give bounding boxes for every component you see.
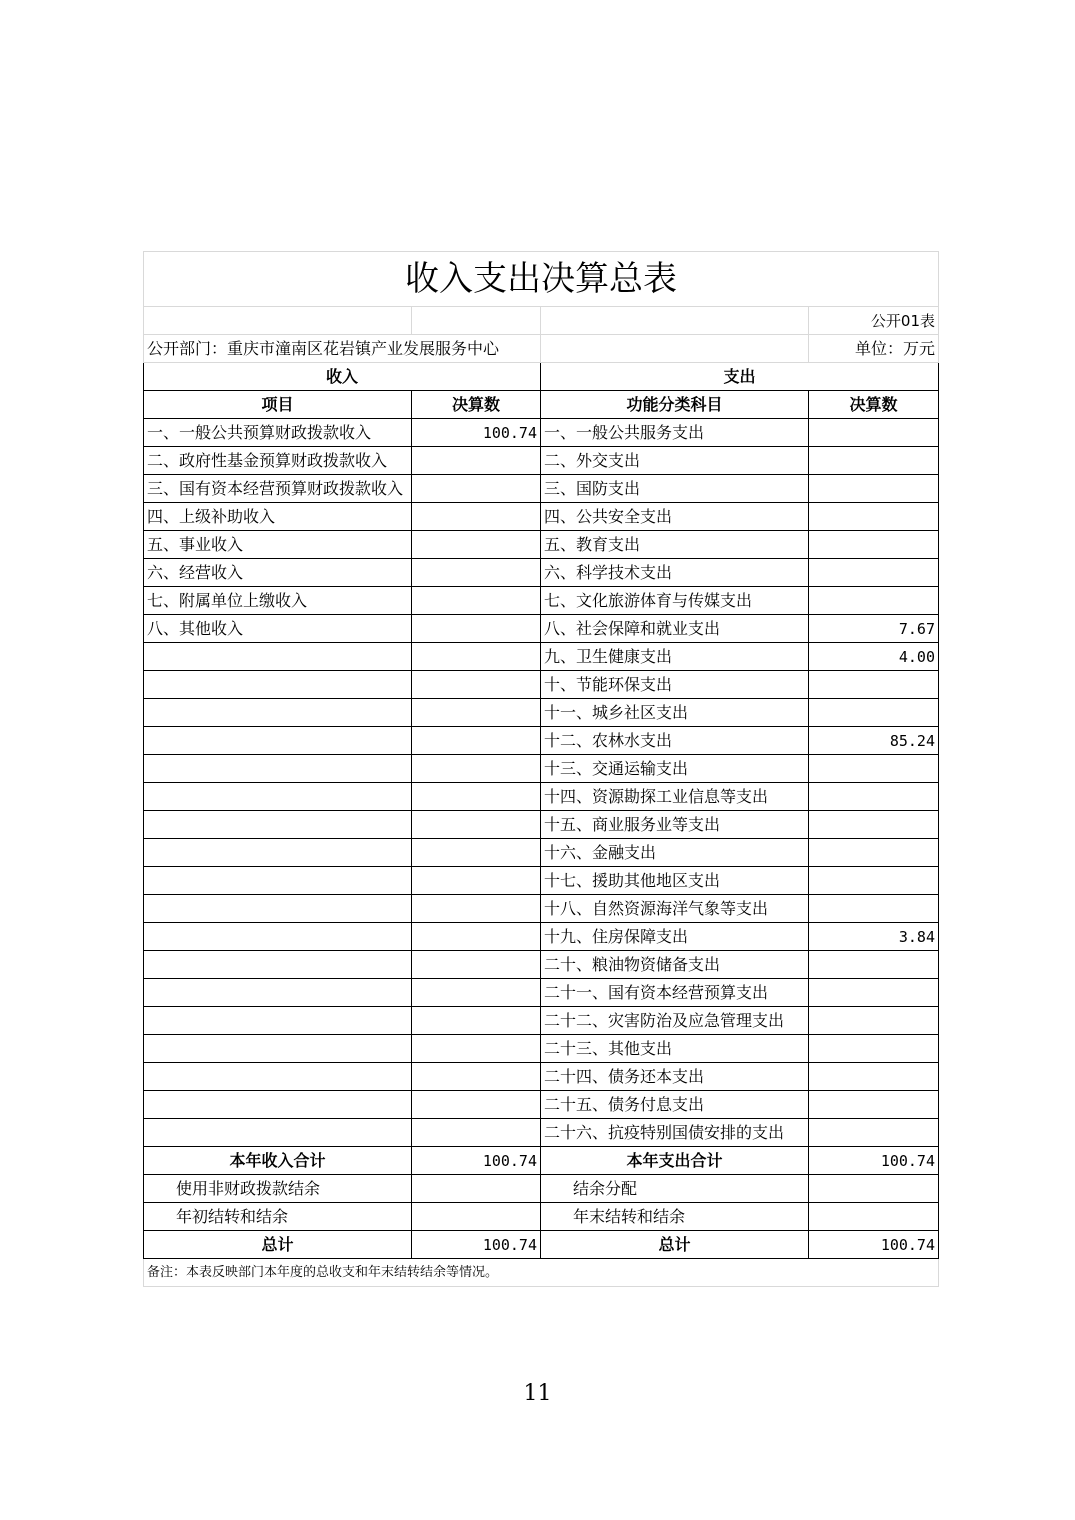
expense-total-value: 100.74 [809, 1147, 939, 1175]
table-row [144, 615, 939, 643]
expense-item-cell: 二十五、债务付息支出 [541, 1091, 809, 1119]
item-header: 项目 [144, 391, 412, 419]
table-row [144, 559, 939, 587]
table-row [144, 895, 939, 923]
income-amount-cell [412, 1119, 541, 1147]
expense-item-cell: 十二、农林水支出 [541, 727, 809, 755]
income-amount-cell [412, 867, 541, 895]
blank-cell [541, 335, 809, 363]
expense-item-cell: 九、卫生健康支出 [541, 643, 809, 671]
expense-item-cell: 五、教育支出 [541, 531, 809, 559]
grand-total-label-income: 总计 [144, 1231, 412, 1259]
surplus-dist-value [809, 1175, 939, 1203]
table-row [144, 783, 939, 811]
expense-item-cell: 十三、交通运输支出 [541, 755, 809, 783]
expense-amount-cell [809, 755, 939, 783]
blank-cell [144, 307, 412, 335]
end-carry-label: 年末结转和结余 [541, 1203, 809, 1231]
table-row [144, 811, 939, 839]
table-row [144, 1091, 939, 1119]
income-amount-cell [412, 895, 541, 923]
income-item-cell [144, 923, 412, 951]
table-row [144, 1119, 939, 1147]
income-amount-cell [412, 475, 541, 503]
table-row [144, 923, 939, 951]
income-amount-cell [412, 559, 541, 587]
expense-amount-cell [809, 895, 939, 923]
expense-amount-cell [809, 811, 939, 839]
income-amount-cell: 100.74 [412, 419, 541, 447]
expense-item-cell: 十六、金融支出 [541, 839, 809, 867]
income-amount-cell [412, 755, 541, 783]
income-amount-cell [412, 699, 541, 727]
expense-amount-cell [809, 979, 939, 1007]
income-item-cell [144, 755, 412, 783]
table-note: 备注：本表反映部门本年度的总收支和年末结转结余等情况。 [144, 1259, 939, 1287]
income-amount-cell [412, 839, 541, 867]
expense-amount-cell: 4.00 [809, 643, 939, 671]
expense-item-cell: 十五、商业服务业等支出 [541, 811, 809, 839]
expense-amount-cell [809, 587, 939, 615]
grand-total-label-expense: 总计 [541, 1231, 809, 1259]
expense-item-cell: 三、国防支出 [541, 475, 809, 503]
income-item-cell [144, 671, 412, 699]
begin-carry-value [412, 1203, 541, 1231]
expense-item-cell: 七、文化旅游体育与传媒支出 [541, 587, 809, 615]
expense-header: 支出 [541, 363, 939, 391]
income-item-cell [144, 643, 412, 671]
begin-carry-label: 年初结转和结余 [144, 1203, 412, 1231]
table-row [144, 531, 939, 559]
income-header: 收入 [144, 363, 541, 391]
expense-item-cell: 四、公共安全支出 [541, 503, 809, 531]
expense-amount-cell [809, 783, 939, 811]
table-row [144, 979, 939, 1007]
income-expense-table [143, 251, 939, 1287]
income-item-cell: 二、政府性基金预算财政拨款收入 [144, 447, 412, 475]
expense-item-cell: 六、科学技术支出 [541, 559, 809, 587]
expense-item-cell: 二十二、灾害防治及应急管理支出 [541, 1007, 809, 1035]
table-row [144, 699, 939, 727]
expense-amount-cell [809, 447, 939, 475]
expense-amount-cell [809, 1007, 939, 1035]
expense-item-cell: 十九、住房保障支出 [541, 923, 809, 951]
expense-item-cell: 十一、城乡社区支出 [541, 699, 809, 727]
table-row [144, 1007, 939, 1035]
expense-amount-cell: 3.84 [809, 923, 939, 951]
expense-amount-cell [809, 839, 939, 867]
page-number: 11 [523, 1381, 552, 1406]
expense-amount-cell [809, 951, 939, 979]
income-item-cell: 六、经营收入 [144, 559, 412, 587]
table-row [144, 951, 939, 979]
income-amount-cell [412, 615, 541, 643]
table-row [144, 755, 939, 783]
income-item-cell [144, 895, 412, 923]
expense-item-cell: 一、一般公共服务支出 [541, 419, 809, 447]
expense-item-cell: 二、外交支出 [541, 447, 809, 475]
expense-total-label: 本年支出合计 [541, 1147, 809, 1175]
income-amount-cell [412, 811, 541, 839]
expense-item-cell: 十七、援助其他地区支出 [541, 867, 809, 895]
income-amount-cell [412, 727, 541, 755]
unit-label: 单位：万元 [809, 335, 939, 363]
income-item-cell [144, 1119, 412, 1147]
income-item-cell: 七、附属单位上缴收入 [144, 587, 412, 615]
income-amount-cell [412, 783, 541, 811]
blank-cell [541, 307, 809, 335]
expense-amount-cell [809, 1035, 939, 1063]
income-item-cell [144, 699, 412, 727]
amount-header: 决算数 [412, 391, 541, 419]
form-code: 公开01表 [809, 307, 939, 335]
income-amount-cell [412, 951, 541, 979]
income-amount-cell [412, 503, 541, 531]
income-item-cell [144, 1007, 412, 1035]
nonfiscal-balance-label: 使用非财政拨款结余 [144, 1175, 412, 1203]
income-amount-cell [412, 1007, 541, 1035]
table-row [144, 503, 939, 531]
table-title: 收入支出决算总表 [144, 252, 939, 307]
expense-item-cell: 二十六、抗疫特别国债安排的支出 [541, 1119, 809, 1147]
grand-total-expense: 100.74 [809, 1231, 939, 1259]
income-amount-cell [412, 447, 541, 475]
table-row [144, 587, 939, 615]
income-amount-cell [412, 1091, 541, 1119]
income-item-cell [144, 1035, 412, 1063]
income-total-value: 100.74 [412, 1147, 541, 1175]
table-row [144, 839, 939, 867]
income-item-cell [144, 1091, 412, 1119]
expense-item-cell: 十、节能环保支出 [541, 671, 809, 699]
table-row [144, 419, 939, 447]
income-item-cell [144, 811, 412, 839]
income-amount-cell [412, 587, 541, 615]
income-amount-cell [412, 643, 541, 671]
surplus-dist-label: 结余分配 [541, 1175, 809, 1203]
func-class-header: 功能分类科目 [541, 391, 809, 419]
table-row [144, 727, 939, 755]
final-accounts-sheet [143, 251, 938, 1287]
grand-total-income: 100.74 [412, 1231, 541, 1259]
income-item-cell: 八、其他收入 [144, 615, 412, 643]
department-label: 公开部门：重庆市潼南区花岩镇产业发展服务中心 [144, 335, 541, 363]
income-amount-cell [412, 1063, 541, 1091]
end-carry-value [809, 1203, 939, 1231]
table-row [144, 671, 939, 699]
expense-amount-cell [809, 1119, 939, 1147]
expense-item-cell: 二十一、国有资本经营预算支出 [541, 979, 809, 1007]
income-item-cell: 一、一般公共预算财政拨款收入 [144, 419, 412, 447]
income-item-cell [144, 1063, 412, 1091]
blank-cell [412, 307, 541, 335]
table-row [144, 1035, 939, 1063]
table-row [144, 1063, 939, 1091]
income-total-label: 本年收入合计 [144, 1147, 412, 1175]
expense-item-cell: 二十三、其他支出 [541, 1035, 809, 1063]
expense-amount-cell [809, 503, 939, 531]
expense-item-cell: 十八、自然资源海洋气象等支出 [541, 895, 809, 923]
table-row [144, 447, 939, 475]
income-item-cell [144, 867, 412, 895]
income-amount-cell [412, 979, 541, 1007]
expense-amount-cell: 7.67 [809, 615, 939, 643]
income-item-cell [144, 951, 412, 979]
income-item-cell [144, 839, 412, 867]
expense-item-cell: 十四、资源勘探工业信息等支出 [541, 783, 809, 811]
income-amount-cell [412, 671, 541, 699]
expense-amount-cell [809, 531, 939, 559]
amount-header-2: 决算数 [809, 391, 939, 419]
expense-amount-cell [809, 867, 939, 895]
expense-amount-cell [809, 475, 939, 503]
expense-amount-cell [809, 671, 939, 699]
income-item-cell: 四、上级补助收入 [144, 503, 412, 531]
table-row [144, 867, 939, 895]
table-row [144, 475, 939, 503]
expense-amount-cell [809, 1063, 939, 1091]
income-amount-cell [412, 531, 541, 559]
expense-amount-cell [809, 559, 939, 587]
expense-amount-cell: 85.24 [809, 727, 939, 755]
nonfiscal-balance-value [412, 1175, 541, 1203]
income-item-cell [144, 727, 412, 755]
expense-amount-cell [809, 419, 939, 447]
expense-amount-cell [809, 1091, 939, 1119]
income-amount-cell [412, 1035, 541, 1063]
income-item-cell: 五、事业收入 [144, 531, 412, 559]
income-item-cell [144, 979, 412, 1007]
income-item-cell: 三、国有资本经营预算财政拨款收入 [144, 475, 412, 503]
income-item-cell [144, 783, 412, 811]
income-amount-cell [412, 923, 541, 951]
table-row [144, 643, 939, 671]
expense-item-cell: 八、社会保障和就业支出 [541, 615, 809, 643]
expense-item-cell: 二十四、债务还本支出 [541, 1063, 809, 1091]
expense-item-cell: 二十、粮油物资储备支出 [541, 951, 809, 979]
expense-amount-cell [809, 699, 939, 727]
